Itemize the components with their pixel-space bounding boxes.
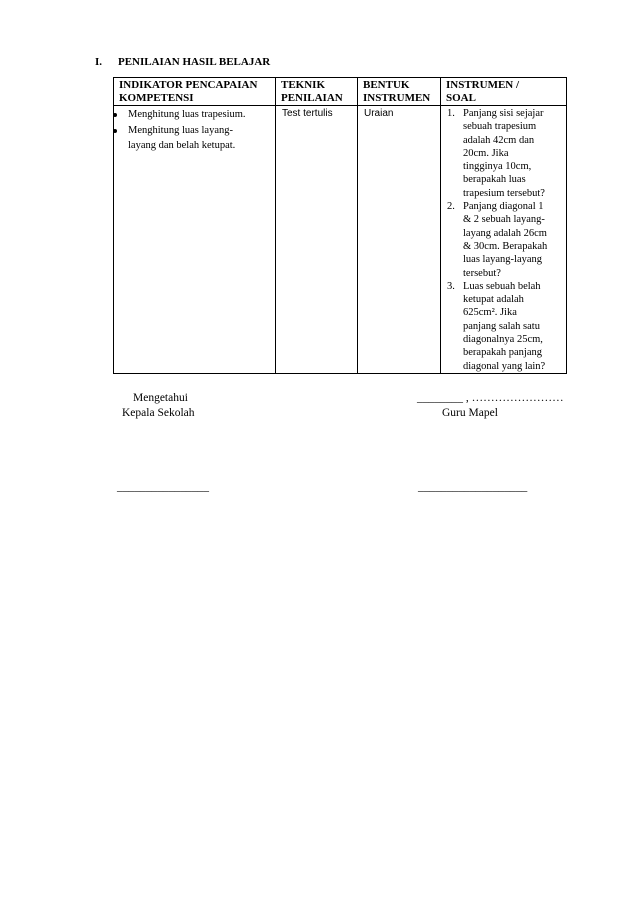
question-line: panjang salah satu bbox=[463, 320, 540, 332]
bullet-icon bbox=[113, 129, 117, 133]
question-line: ketupat adalah bbox=[463, 294, 524, 306]
signature-name-line-left: ________________ bbox=[117, 481, 209, 493]
questions-cell bbox=[441, 106, 567, 374]
header-line: INSTRUMEN bbox=[363, 91, 431, 104]
question-line: & 30cm. Berapakah bbox=[463, 240, 548, 252]
question-line: Panjang diagonal 1 bbox=[463, 201, 544, 213]
signature-role-principal: Kepala Sekolah bbox=[122, 407, 195, 419]
question-item bbox=[447, 280, 564, 373]
question-number: 3. bbox=[447, 280, 455, 292]
assessment-table bbox=[113, 77, 567, 374]
question-line: berapakah luas bbox=[463, 174, 526, 186]
header-line: TEKNIK bbox=[281, 79, 326, 91]
instrument-form-value: Uraian bbox=[364, 108, 394, 119]
question-line: 20cm. Jika bbox=[463, 147, 509, 159]
question-line: diagonalnya 25cm, bbox=[463, 334, 543, 346]
question-number: 2. bbox=[447, 201, 455, 213]
bullet-icon bbox=[113, 113, 117, 117]
question-item bbox=[447, 107, 564, 200]
question-line: Panjang sisi sejajar bbox=[463, 108, 544, 119]
question-line: diagonal yang lain? bbox=[463, 360, 546, 372]
question-line: layang adalah 26cm bbox=[463, 227, 547, 239]
header-teknik-penilaian bbox=[276, 78, 358, 106]
table-row bbox=[114, 106, 567, 374]
header-line: BENTUK bbox=[363, 79, 410, 91]
section-title: PENILAIAN HASIL BELAJAR bbox=[118, 56, 271, 68]
indicator-item bbox=[128, 107, 270, 123]
question-text bbox=[463, 280, 564, 373]
indicators-cell bbox=[114, 106, 276, 374]
header-bentuk-instrumen bbox=[358, 78, 441, 106]
indicator-item bbox=[128, 123, 270, 154]
technique-value: Test tertulis bbox=[282, 108, 333, 119]
indicator-line: Menghitung luas trapesium. bbox=[128, 109, 246, 120]
section-number: I. bbox=[95, 56, 103, 68]
header-indikator-pencapaian bbox=[114, 78, 276, 106]
header-line: INDIKATOR PENCAPAIAN bbox=[119, 79, 258, 91]
question-number: 1. bbox=[447, 108, 455, 119]
question-line: sebuah trapesium bbox=[463, 121, 537, 133]
indicator-line: layang dan belah ketupat. bbox=[128, 140, 236, 151]
question-line: Luas sebuah belah bbox=[463, 280, 541, 292]
signature-date-line: ________ , …………………… bbox=[417, 392, 564, 404]
header-line: PENILAIAN bbox=[281, 91, 343, 104]
question-text bbox=[463, 200, 564, 280]
question-text bbox=[463, 107, 564, 200]
question-line: trapesium tersebut? bbox=[463, 187, 545, 199]
question-line: & 2 sebuah layang- bbox=[463, 214, 545, 226]
signature-name-line-right: ___________________ bbox=[418, 481, 528, 493]
question-item bbox=[447, 200, 564, 280]
technique-cell bbox=[276, 106, 358, 374]
question-line: 625cm². Jika bbox=[463, 307, 517, 319]
header-line: INSTRUMEN / bbox=[446, 79, 520, 91]
signature-role-teacher: Guru Mapel bbox=[442, 407, 498, 419]
question-line: luas layang-layang bbox=[463, 254, 543, 266]
question-line: berapakah panjang bbox=[463, 347, 543, 359]
question-line: tingginya 10cm, bbox=[463, 161, 532, 173]
indicator-line: Menghitung luas layang- bbox=[128, 124, 233, 136]
instrument-form-cell bbox=[358, 106, 441, 374]
question-line: adalah 42cm dan bbox=[463, 134, 535, 146]
question-line: tersebut? bbox=[463, 267, 501, 279]
header-line: KOMPETENSI bbox=[119, 91, 194, 104]
table-header-row bbox=[114, 78, 567, 106]
signature-caption-left: Mengetahui bbox=[133, 392, 188, 404]
header-line: SOAL bbox=[446, 91, 476, 104]
header-instrumen-soal bbox=[441, 78, 567, 106]
